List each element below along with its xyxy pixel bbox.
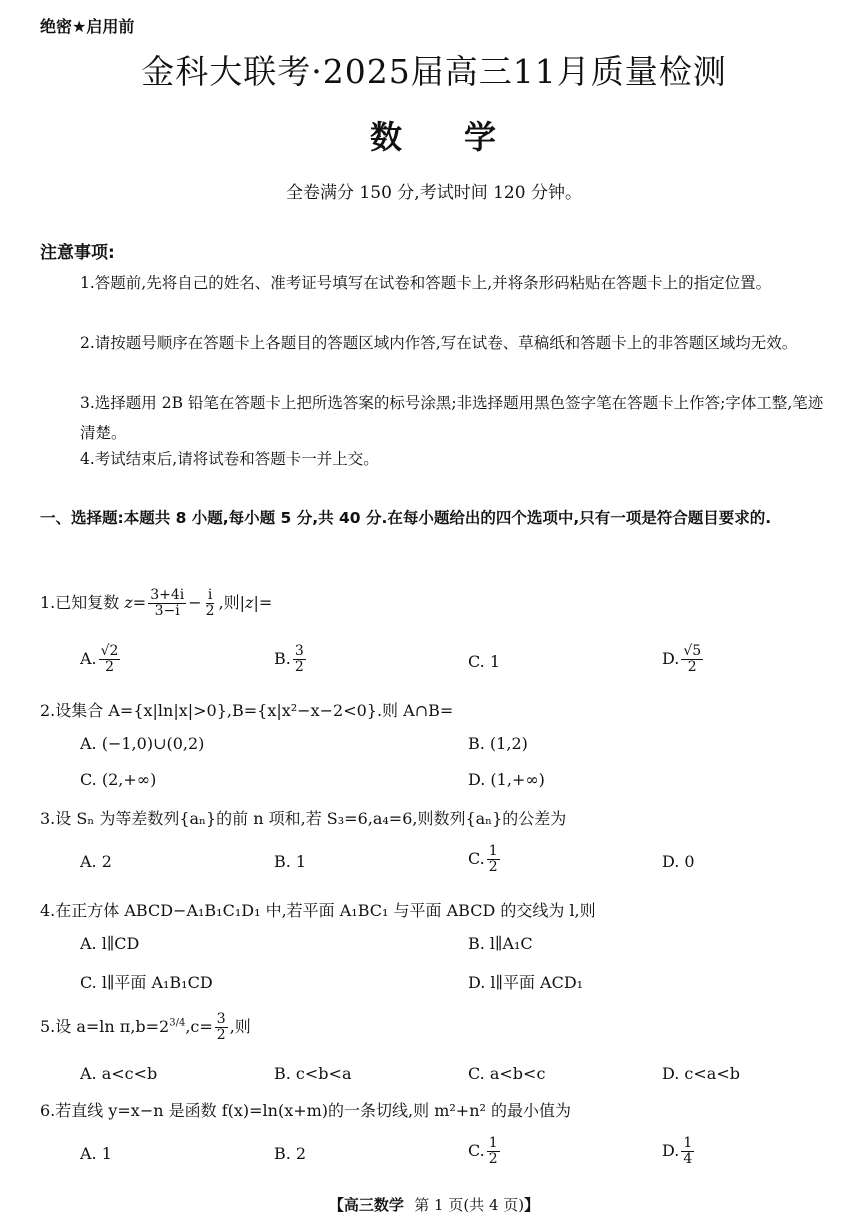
question-6-option-d: D. $\frac{1}{4}$ [662, 1135, 693, 1167]
subject-char-2: 学 [464, 118, 499, 156]
question-5-option-b: B. c<b<a [274, 1064, 352, 1083]
question-1-option-c: C. 1 [468, 652, 501, 671]
question-6-option-a: A. 1 [80, 1144, 112, 1163]
question-4-option-a: A. l∥CD [80, 934, 140, 953]
question-3-stem: 3.设 Sₙ 为等差数列{aₙ}的前 n 项和,若 S₃=6,a₄=6,则数列{aₙ}的公差为 [40, 809, 567, 828]
question-6-option-b: B. 2 [274, 1144, 307, 1163]
notice-heading: 注意事项: [40, 243, 115, 263]
subject-char-1: 数 [369, 118, 404, 156]
question-3-option-b: B. 1 [274, 852, 307, 871]
question-4-stem: 4.在正方体 ABCD−A₁B₁C₁D₁ 中,若平面 A₁BC₁ 与平面 ABCD 的交线为 l,则 [40, 901, 596, 920]
question-4-option-c: C. l∥平面 A₁B₁CD [80, 973, 213, 992]
question-4-option-d: D. l∥平面 ACD₁ [468, 973, 584, 992]
question-5-stem: 5.设 a=ln $\pi,b=2^{3/4},c=$ $\frac{3}{2}$ ,则 [40, 1011, 251, 1043]
question-2-stem: 2.设集合 A={x|ln|x|>0},B={x|x²−x−2<0}.则 A∩B= [40, 701, 454, 720]
question-2-option-c: C. (2,+∞) [80, 770, 157, 789]
question-2-option-b: B. (1,2) [468, 734, 528, 753]
question-1-option-a: A. $\frac{√2}{2}$ [80, 643, 119, 675]
question-3-option-d: D. 0 [662, 852, 695, 871]
fraction: $\frac{i}{2}$ [205, 587, 215, 619]
question-4-option-b: B. l∥A₁C [468, 934, 533, 953]
secret-mark: 绝密★启用前 [40, 17, 135, 36]
question-2-option-a: A. (−1,0)∪(0,2) [80, 734, 205, 753]
question-1-option-b: B. $\frac{3}{2}$ [274, 643, 304, 675]
section-1-heading: 一、选择题:本题共 8 小题,每小题 5 分,共 40 分.在每小题给出的四个选项中,只有一项是符合题目要求的. [40, 509, 772, 527]
question-6-stem: 6.若直线 y=x−n 是函数 f(x)=ln(x+m)的一条切线,则 m²+n² 的最小值为 [40, 1101, 572, 1120]
question-1-option-d: D. $\frac{√5}{2}$ [662, 643, 702, 675]
question-5-option-a: A. a<c<b [80, 1064, 158, 1083]
subject-title [0, 112, 868, 158]
page-footer: 【高三数学 第 1 页(共 4 页)】 [328, 1196, 540, 1214]
question-2-option-d: D. (1,+∞) [468, 770, 545, 789]
question-3-option-a: A. 2 [80, 852, 112, 871]
question-5-option-c: C. a<b<c [468, 1064, 546, 1083]
question-3-option-c: C. $\frac{1}{2}$ [468, 843, 498, 875]
notice-item: 4.考试结束后,请将试卷和答题卡一并上交。 [80, 450, 379, 468]
notice-item: 3.选择题用 2B 铅笔在答题卡上把所选答案的标号涂黑;非选择题用黑色签字笔在答题卡上作答;字体工整,笔迹清楚。 [80, 394, 824, 442]
fraction: $\frac{3}{2}$ [216, 1011, 226, 1043]
fraction: $\frac{3+4i}{3-i}$ [150, 587, 185, 619]
exponent: 3/4 [169, 1017, 186, 1029]
exam-title: 金科大联考·2025届高三11月质量检测 [141, 52, 727, 91]
notice-item: 1.答题前,先将自己的姓名、准考证号填写在试卷和答题卡上,并将条形码粘贴在答题卡上的指定位置。 [80, 274, 772, 292]
question-1-stem: 1.已知复数 z= $\frac{3+4i}{3-i}$ − $\frac{i}{2}$ ,则|z|= [40, 587, 273, 619]
notice-item: 2.请按题号顺序在答题卡上各题目的答题区域内作答,写在试卷、草稿纸和答题卡上的非答题区域均无效。 [80, 334, 798, 352]
score-info: 全卷满分 150 分,考试时间 120 分钟。 [286, 183, 582, 203]
question-6-option-c: C. $\frac{1}{2}$ [468, 1135, 498, 1167]
question-5-option-d: D. c<a<b [662, 1064, 740, 1083]
